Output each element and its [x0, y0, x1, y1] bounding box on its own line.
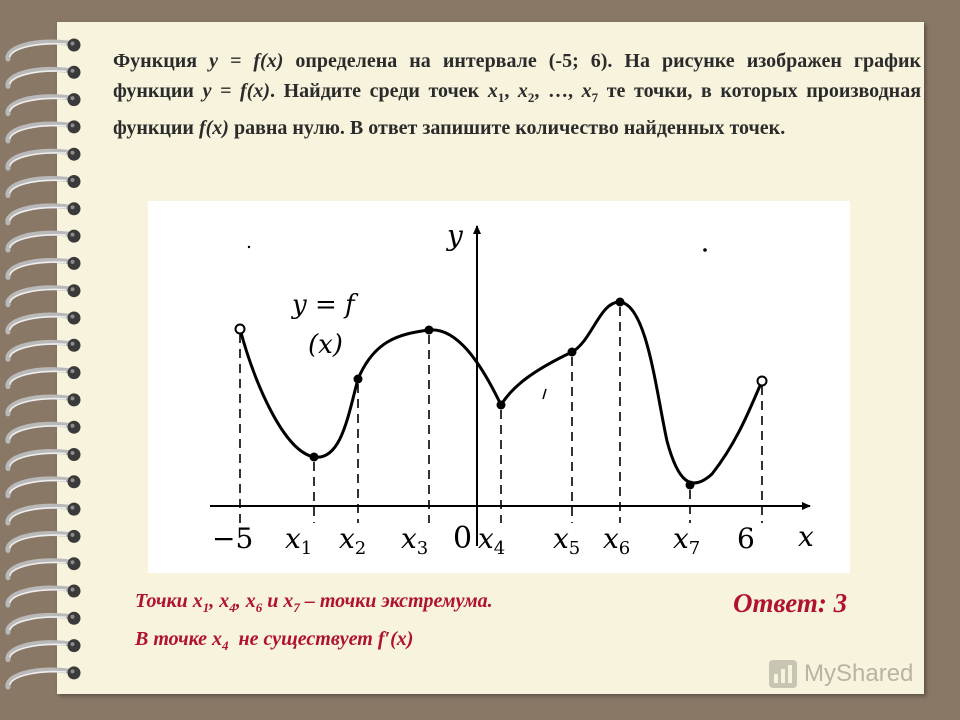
x-tick-label: $x_5$	[553, 522, 581, 559]
spiral-ring	[8, 393, 81, 414]
task-text: Функция y = f(x) определена на интервале (-5; 6). На рисунке изображен график функции y = f(x). Найдите среди точек $x_1$, $x_2$, …, $x_7$ те точки, в которых производная функции f(x) равна нулю. В ответ запишите количество найденных точек.	[113, 50, 922, 139]
point-x5	[568, 348, 577, 357]
x-tick-label: $x_6$	[603, 522, 631, 559]
spiral-ring	[8, 39, 81, 60]
spiral-ring	[8, 148, 81, 169]
spiral-ring	[8, 120, 81, 140]
spiral-ring	[8, 257, 81, 278]
spiral-ring	[8, 339, 81, 360]
myshared-logo	[768, 656, 913, 692]
spiral-ring	[8, 448, 81, 469]
stray-mark	[543, 389, 546, 399]
x-tick-label: $x_1$	[285, 522, 313, 559]
function-label-line1: y = f	[292, 290, 355, 320]
spiral-ring	[8, 503, 81, 523]
stray-mark	[703, 248, 707, 252]
origin-label: 0	[453, 521, 473, 556]
x-axis-label: x	[798, 520, 814, 553]
x-tick-label: $x_2$	[339, 522, 367, 559]
open-point-left	[236, 325, 245, 334]
x-tick-label: 6	[737, 522, 755, 555]
spiral-binding	[0, 0, 100, 720]
spiral-ring	[8, 66, 81, 87]
x-tick-labels	[212, 522, 755, 559]
point-x1	[310, 453, 319, 462]
x-tick-label: $x_7$	[673, 522, 701, 559]
spiral-ring	[8, 666, 81, 687]
point-x7	[686, 481, 695, 490]
spiral-ring	[8, 93, 81, 114]
myshared-logo-text: MyShared	[804, 660, 914, 687]
spiral-ring	[8, 530, 81, 551]
x-tick-label: $x_3$	[401, 522, 429, 559]
function-graph	[148, 201, 850, 573]
spiral-ring	[8, 421, 81, 442]
x-tick-label: $x_4$	[478, 522, 506, 559]
spiral-ring	[8, 202, 81, 223]
spiral-ring	[8, 475, 81, 496]
open-point-right	[758, 377, 767, 386]
answer-text: Ответ: 3	[733, 588, 848, 618]
point-x4	[497, 401, 506, 410]
point-x2	[354, 375, 363, 384]
spiral-ring	[8, 284, 81, 305]
spiral-ring	[8, 639, 81, 660]
spiral-ring	[8, 557, 81, 578]
y-axis-label: y	[447, 219, 463, 252]
spiral-ring	[8, 230, 81, 251]
extremum-note: Точки $x_1$, $x_4$, $x_6$ и $x_7$ – точки экстремума.	[135, 590, 493, 615]
spiral-ring	[8, 175, 81, 196]
point-x6	[616, 298, 625, 307]
derivative-note: В точке $x_4$ не существует f′(x)	[135, 628, 414, 653]
myshared-logo-icon	[768, 659, 798, 689]
function-label-line2: (x)	[308, 330, 343, 360]
spiral-ring	[8, 312, 81, 333]
stray-mark	[248, 246, 250, 248]
spiral-ring	[8, 612, 81, 633]
point-x3	[425, 326, 434, 335]
x-tick-label: −5	[212, 522, 254, 555]
spiral-ring	[8, 366, 81, 387]
graph-svg	[148, 201, 850, 573]
spiral-ring	[8, 585, 81, 606]
